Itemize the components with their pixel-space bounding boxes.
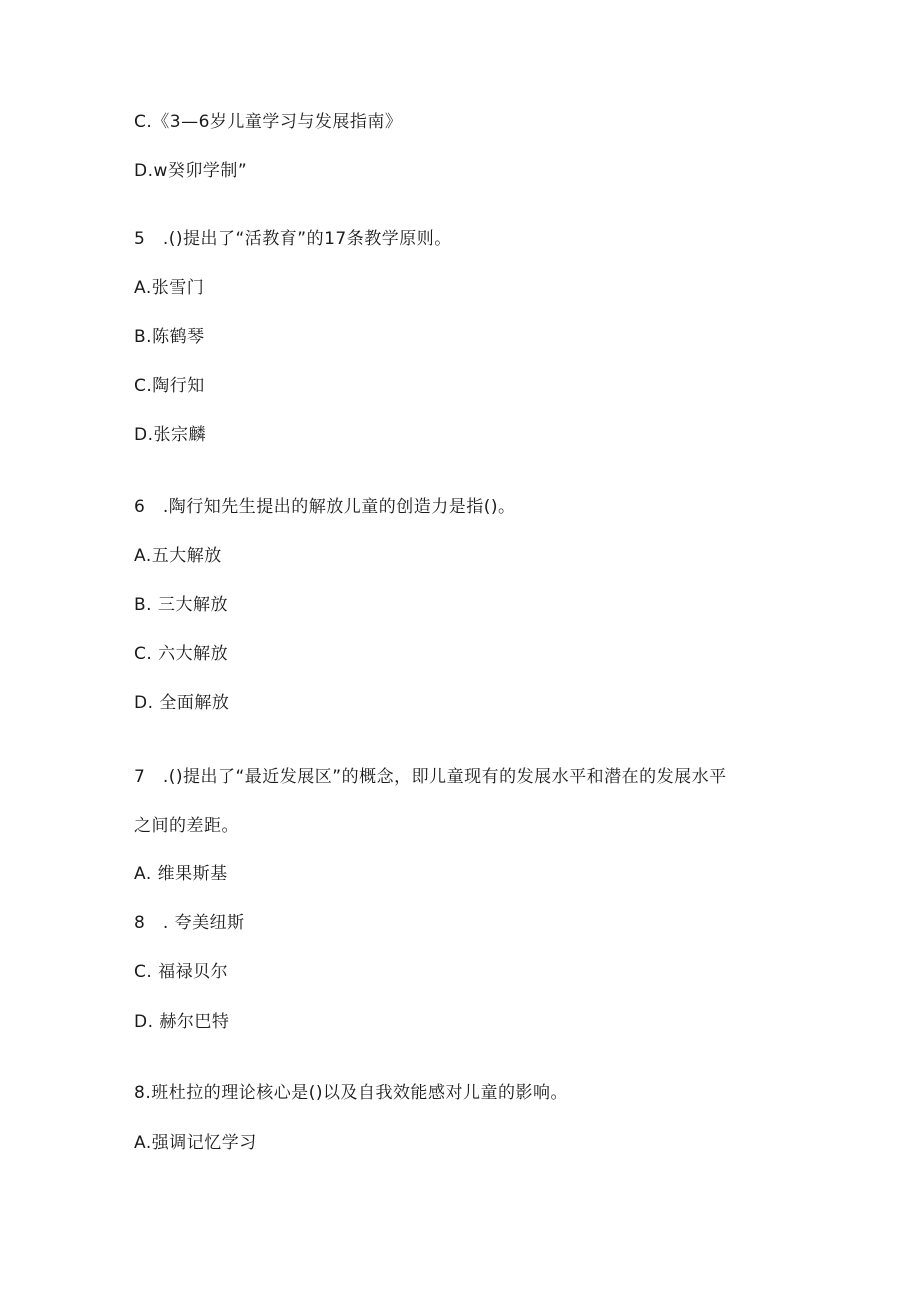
q5-option-c: C.陶行知 bbox=[134, 376, 205, 396]
question-7: 7 .()提出了“最近发展区”的概念，即儿童现有的发展水平和潜在的发展水平 bbox=[134, 767, 727, 787]
q5-option-b: B.陈鹤琴 bbox=[134, 327, 205, 347]
q6-option-d: D. 全面解放 bbox=[134, 693, 230, 713]
question-7-continued: 之间的差距。 bbox=[134, 816, 239, 836]
question-8: 8.班杜拉的理论核心是()以及自我效能感对儿童的影响。 bbox=[134, 1083, 568, 1103]
q7-option-c: C. 福禄贝尔 bbox=[134, 962, 229, 982]
q8-option-a: A.强调记忆学习 bbox=[134, 1133, 257, 1153]
q4-option-d: D.w癸卯学制” bbox=[134, 161, 248, 181]
q6-option-c: C. 六大解放 bbox=[134, 644, 229, 664]
q7-option-b: 8 . 夸美纽斯 bbox=[134, 913, 245, 933]
q7-option-d: D. 赫尔巴特 bbox=[134, 1012, 230, 1032]
q4-option-c: C.《3—6岁儿童学习与发展指南》 bbox=[134, 112, 403, 132]
q5-option-a: A.张雪门 bbox=[134, 278, 205, 298]
question-5: 5 .()提出了“活教育”的17条教学原则。 bbox=[134, 229, 452, 249]
q6-option-a: A.五大解放 bbox=[134, 546, 222, 566]
q6-option-b: B. 三大解放 bbox=[134, 595, 228, 615]
q5-option-d: D.张宗麟 bbox=[134, 425, 206, 445]
question-6: 6 .陶行知先生提出的解放儿童的创造力是指()。 bbox=[134, 497, 516, 517]
q7-option-a: A. 维果斯基 bbox=[134, 864, 228, 884]
